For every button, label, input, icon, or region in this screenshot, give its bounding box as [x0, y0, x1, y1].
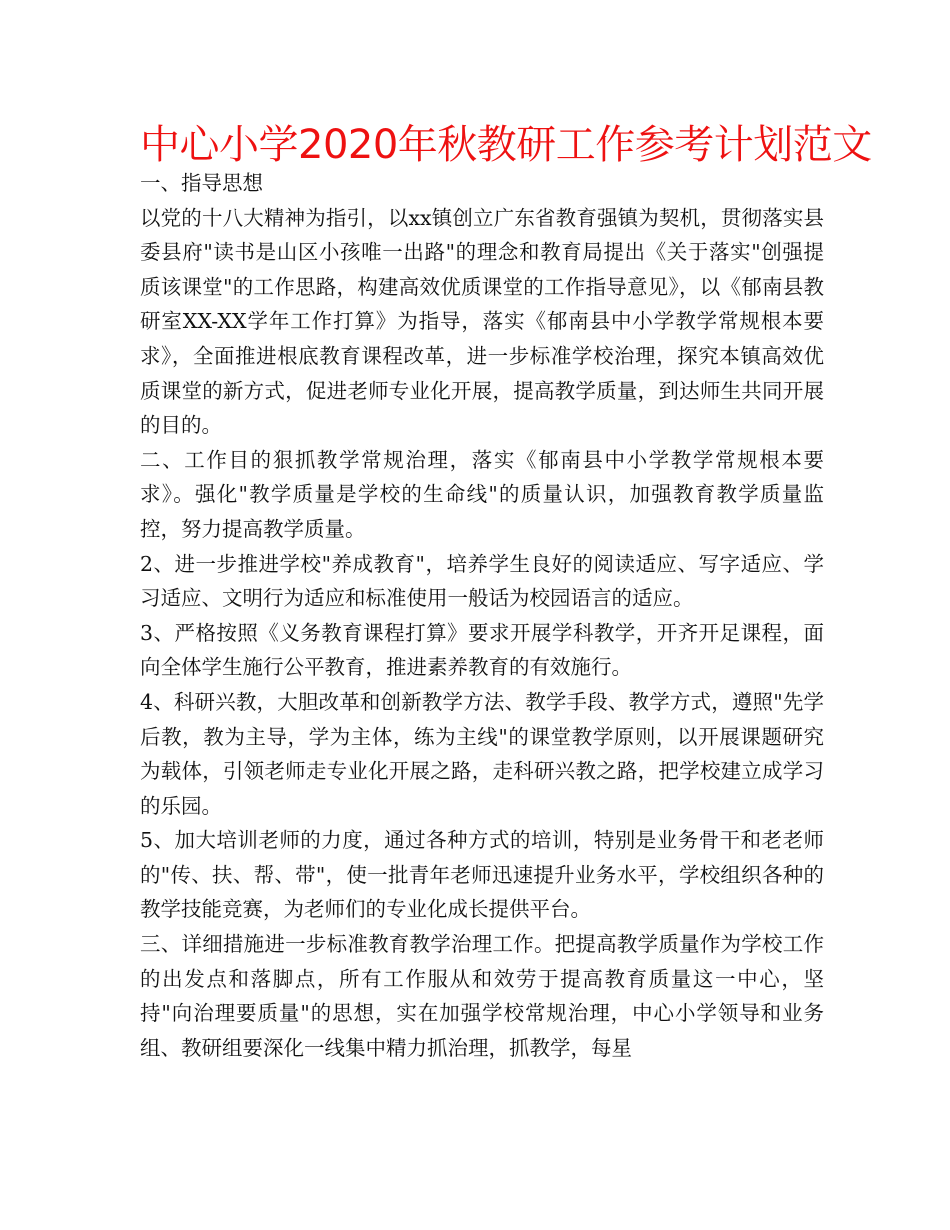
paragraph-goal-4: 4、科研兴教，大胆改革和创新教学方法、教学手段、教学方式，遵照"先学后教，教为主导，学为主体，练为主线"的课堂教学原则，以开展课题研究为载体，引领老师走专业化开展之路，走科研兴教之路，把学校建立成学习的乐园。: [140, 689, 824, 818]
paragraph-specific-measures: 三、详细措施进一步标准教育教学治理工作。把提高教学质量作为学校工作的出发点和落脚点，所有工作服从和效劳于提高教育质量这一中心，坚持"向治理要质量"的思想，实在加强学校常规治理，中心小学领导和业务组、教研组要深化一线集中精力抓治理，抓教学，每星: [140, 932, 824, 1060]
document-title: 中心小学2020年秋教研工作参考计划范文: [140, 122, 872, 168]
paragraph-goal-2: 2、进一步推进学校"养成教育"，培养学生良好的阅读适应、写字适应、学习适应、文明行为适应和标准使用一般话为校园语言的适应。: [140, 551, 824, 611]
paragraph-goal-3: 3、严格按照《义务教育课程打算》要求开展学科教学，开齐开足课程，面向全体学生施行公平教育，推进素养教育的有效施行。: [140, 620, 824, 680]
paragraph-goal-5: 5、加大培训老师的力度，通过各种方式的培训，特别是业务骨干和老老师的"传、扶、帮、带"，使一批青年老师迅速提升业务水平，学校组织各种的教学技能竞赛，为老师们的专业化成长提供平台。: [140, 828, 824, 922]
paragraph-work-goals: 二、工作目的狠抓教学常规治理，落实《郁南县中小学教学常规根本要求》。强化"教学质量是学校的生命线"的质量认识，加强教育教学质量监控，努力提高教学质量。: [140, 447, 824, 541]
document-body: [140, 166, 824, 1065]
section-heading-guiding-ideology: 一、指导思想: [140, 171, 263, 195]
paragraph-guiding-ideology: 以党的十八大精神为指引，以xx镇创立广东省教育强镇为契机，贯彻落实县委县府"读书是山区小孩唯一出路"的理念和教育局提出《关于落实"创强提质该课堂"的工作思路，构建高效优质课堂的工作指导意见》，以《郁南县教研室XX-XX学年工作打算》为指导，落实《郁南县中小学教学常规根本要求》，全面推进根底教育课程改革，进一步标准学校治理，探究本镇高效优质课堂的新方式，促进老师专业化开展，提高教学质量，到达师生共同开展的目的。: [140, 205, 824, 438]
